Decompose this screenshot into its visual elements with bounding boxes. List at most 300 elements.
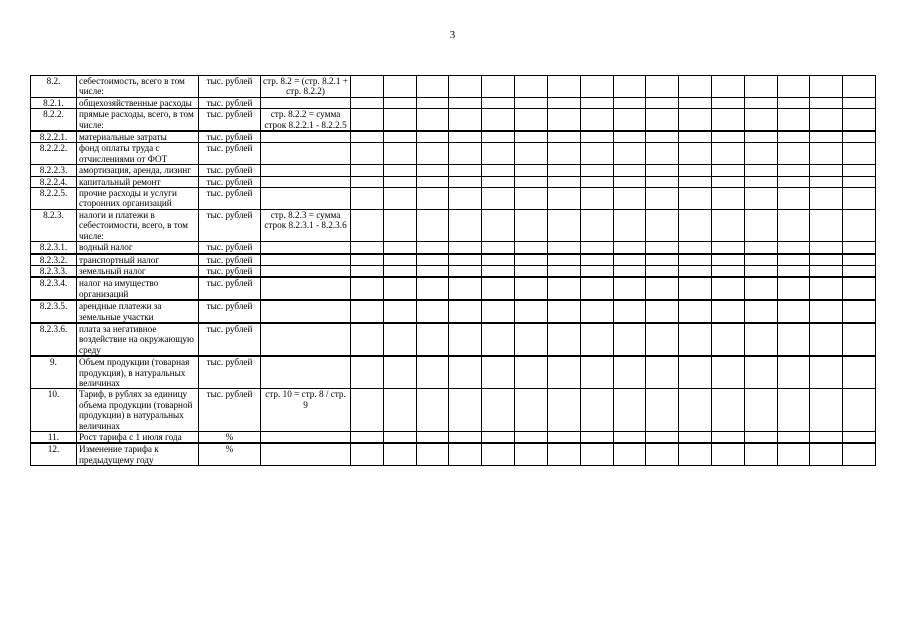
value-cell (810, 443, 843, 465)
value-cell (711, 265, 744, 277)
value-cell (646, 277, 679, 300)
row-name: Объем продукции (товарная продукция), в натуральных величинах (77, 356, 199, 389)
table-row (31, 242, 876, 254)
value-cell (777, 356, 810, 389)
value-cell (416, 356, 449, 389)
row-number: 8.2. (31, 76, 77, 98)
value-cell (810, 300, 843, 323)
value-cell (777, 76, 810, 98)
value-cell (482, 254, 515, 266)
value-cell (810, 131, 843, 143)
value-cell (843, 389, 876, 432)
value-cell (482, 265, 515, 277)
value-cell (547, 242, 580, 254)
value-cell (744, 443, 777, 465)
value-cell (351, 242, 384, 254)
row-unit: тыс. рублей (199, 109, 261, 131)
value-cell (843, 209, 876, 241)
row-name: прямые расходы, всего, в том числе: (77, 109, 199, 131)
row-formula (261, 143, 351, 165)
value-cell (810, 209, 843, 241)
value-cell (515, 242, 548, 254)
value-cell (383, 432, 416, 444)
value-cell (449, 300, 482, 323)
row-unit: тыс. рублей (199, 165, 261, 176)
table-row (31, 356, 876, 389)
value-cell (416, 432, 449, 444)
row-number: 9. (31, 356, 77, 389)
row-name: налог на имущество организаций (77, 277, 199, 300)
value-cell (679, 242, 712, 254)
value-cell (449, 277, 482, 300)
value-cell (515, 165, 548, 176)
row-number: 8.2.3.1. (31, 242, 77, 254)
value-cell (515, 143, 548, 165)
value-cell (613, 76, 646, 98)
value-cell (744, 323, 777, 356)
row-number: 8.2.3.3. (31, 265, 77, 277)
row-formula (261, 176, 351, 187)
row-formula (261, 265, 351, 277)
value-cell (613, 131, 646, 143)
value-cell (482, 356, 515, 389)
value-cell (744, 131, 777, 143)
value-cell (482, 97, 515, 108)
row-name: водный налог (77, 242, 199, 254)
value-cell (515, 432, 548, 444)
value-cell (383, 176, 416, 187)
value-cell (383, 443, 416, 465)
row-formula (261, 443, 351, 465)
row-name: материальные затраты (77, 131, 199, 143)
value-cell (613, 209, 646, 241)
value-cell (843, 277, 876, 300)
value-cell (646, 254, 679, 266)
value-cell (383, 277, 416, 300)
value-cell (383, 143, 416, 165)
value-cell (416, 277, 449, 300)
value-cell (777, 176, 810, 187)
value-cell (383, 209, 416, 241)
value-cell (547, 143, 580, 165)
value-cell (416, 188, 449, 210)
value-cell (482, 209, 515, 241)
value-cell (744, 356, 777, 389)
value-cell (515, 300, 548, 323)
value-cell (416, 176, 449, 187)
value-cell (711, 109, 744, 131)
value-cell (646, 242, 679, 254)
row-unit: тыс. рублей (199, 143, 261, 165)
value-cell (711, 176, 744, 187)
row-name: плата за негативное воздействие на окружающую среду (77, 323, 199, 356)
value-cell (580, 277, 613, 300)
value-cell (843, 254, 876, 266)
value-cell (351, 131, 384, 143)
value-cell (383, 188, 416, 210)
value-cell (711, 432, 744, 444)
value-cell (777, 323, 810, 356)
value-cell (515, 265, 548, 277)
table-row (31, 165, 876, 176)
value-cell (351, 209, 384, 241)
value-cell (482, 323, 515, 356)
row-name: земельный налог (77, 265, 199, 277)
row-formula (261, 131, 351, 143)
value-cell (351, 443, 384, 465)
row-name: Изменение тарифа к предыдущему году (77, 443, 199, 465)
row-name: арендные платежи за земельные участки (77, 300, 199, 323)
value-cell (482, 300, 515, 323)
row-name: общехозяйственные расходы (77, 97, 199, 108)
value-cell (810, 389, 843, 432)
value-cell (449, 165, 482, 176)
table-row (31, 389, 876, 432)
value-cell (351, 97, 384, 108)
value-cell (843, 165, 876, 176)
value-cell (777, 97, 810, 108)
value-cell (351, 143, 384, 165)
row-number: 8.2.3. (31, 209, 77, 241)
value-cell (449, 76, 482, 98)
table-row (31, 209, 876, 241)
value-cell (580, 323, 613, 356)
value-cell (580, 389, 613, 432)
value-cell (777, 109, 810, 131)
row-number: 8.2.3.5. (31, 300, 77, 323)
row-name: капитальный ремонт (77, 176, 199, 187)
value-cell (711, 254, 744, 266)
value-cell (383, 165, 416, 176)
value-cell (777, 432, 810, 444)
value-cell (515, 109, 548, 131)
value-cell (679, 356, 712, 389)
value-cell (777, 265, 810, 277)
value-cell (711, 188, 744, 210)
value-cell (646, 443, 679, 465)
value-cell (646, 176, 679, 187)
value-cell (449, 242, 482, 254)
value-cell (416, 209, 449, 241)
value-cell (810, 254, 843, 266)
row-formula (261, 242, 351, 254)
value-cell (679, 109, 712, 131)
value-cell (744, 165, 777, 176)
value-cell (843, 97, 876, 108)
value-cell (613, 242, 646, 254)
page-number: 3 (449, 29, 456, 41)
value-cell (416, 242, 449, 254)
value-cell (646, 432, 679, 444)
value-cell (449, 254, 482, 266)
value-cell (416, 131, 449, 143)
value-cell (383, 242, 416, 254)
value-cell (482, 443, 515, 465)
value-cell (679, 323, 712, 356)
value-cell (777, 242, 810, 254)
row-number: 11. (31, 432, 77, 444)
value-cell (843, 265, 876, 277)
value-cell (515, 277, 548, 300)
table-row (31, 188, 876, 210)
value-cell (843, 323, 876, 356)
value-cell (613, 300, 646, 323)
value-cell (351, 356, 384, 389)
value-cell (547, 176, 580, 187)
row-formula (261, 300, 351, 323)
value-cell (351, 109, 384, 131)
value-cell (744, 209, 777, 241)
row-unit: тыс. рублей (199, 323, 261, 356)
value-cell (580, 131, 613, 143)
value-cell (449, 176, 482, 187)
value-cell (383, 356, 416, 389)
value-cell (449, 323, 482, 356)
value-cell (744, 176, 777, 187)
value-cell (777, 443, 810, 465)
value-cell (515, 97, 548, 108)
value-cell (482, 277, 515, 300)
value-cell (547, 76, 580, 98)
value-cell (679, 265, 712, 277)
value-cell (646, 76, 679, 98)
value-cell (351, 432, 384, 444)
value-cell (580, 265, 613, 277)
value-cell (580, 209, 613, 241)
value-cell (744, 143, 777, 165)
row-number: 8.2.3.2. (31, 254, 77, 266)
value-cell (843, 131, 876, 143)
value-cell (711, 76, 744, 98)
table-row (31, 254, 876, 266)
row-formula (261, 277, 351, 300)
value-cell (482, 131, 515, 143)
row-unit: тыс. рублей (199, 300, 261, 323)
value-cell (547, 188, 580, 210)
value-cell (744, 109, 777, 131)
value-cell (777, 143, 810, 165)
value-cell (351, 254, 384, 266)
row-unit: тыс. рублей (199, 254, 261, 266)
row-formula: стр. 10 = стр. 8 / стр. 9 (261, 389, 351, 432)
value-cell (449, 209, 482, 241)
value-cell (843, 143, 876, 165)
value-cell (810, 97, 843, 108)
value-cell (383, 109, 416, 131)
value-cell (613, 432, 646, 444)
value-cell (679, 131, 712, 143)
value-cell (613, 165, 646, 176)
value-cell (646, 188, 679, 210)
value-cell (843, 109, 876, 131)
value-cell (711, 323, 744, 356)
value-cell (613, 254, 646, 266)
value-cell (679, 432, 712, 444)
row-number: 10. (31, 389, 77, 432)
value-cell (449, 356, 482, 389)
value-cell (547, 97, 580, 108)
value-cell (646, 356, 679, 389)
value-cell (580, 176, 613, 187)
value-cell (810, 432, 843, 444)
value-cell (843, 188, 876, 210)
value-cell (449, 265, 482, 277)
value-cell (580, 443, 613, 465)
table-row (31, 97, 876, 108)
value-cell (711, 356, 744, 389)
value-cell (449, 109, 482, 131)
value-cell (580, 97, 613, 108)
tariff-table-body (31, 76, 876, 466)
value-cell (383, 76, 416, 98)
value-cell (580, 143, 613, 165)
value-cell (744, 432, 777, 444)
tariff-table (30, 75, 876, 466)
value-cell (580, 432, 613, 444)
value-cell (580, 109, 613, 131)
value-cell (580, 254, 613, 266)
value-cell (613, 176, 646, 187)
row-unit: тыс. рублей (199, 188, 261, 210)
value-cell (777, 188, 810, 210)
value-cell (613, 443, 646, 465)
table-row (31, 323, 876, 356)
value-cell (679, 254, 712, 266)
value-cell (679, 76, 712, 98)
value-cell (646, 97, 679, 108)
value-cell (711, 300, 744, 323)
value-cell (679, 443, 712, 465)
table-row (31, 76, 876, 98)
value-cell (646, 265, 679, 277)
value-cell (810, 277, 843, 300)
value-cell (416, 443, 449, 465)
value-cell (711, 277, 744, 300)
table-row (31, 300, 876, 323)
value-cell (416, 265, 449, 277)
row-number: 8.2.3.4. (31, 277, 77, 300)
value-cell (449, 432, 482, 444)
value-cell (416, 109, 449, 131)
value-cell (416, 323, 449, 356)
row-number: 8.2.2.4. (31, 176, 77, 187)
row-number: 8.2.2.3. (31, 165, 77, 176)
value-cell (351, 277, 384, 300)
value-cell (383, 254, 416, 266)
row-unit: тыс. рублей (199, 76, 261, 98)
row-unit: % (199, 432, 261, 444)
value-cell (547, 109, 580, 131)
value-cell (646, 143, 679, 165)
value-cell (416, 165, 449, 176)
value-cell (810, 188, 843, 210)
value-cell (416, 300, 449, 323)
value-cell (580, 76, 613, 98)
value-cell (646, 131, 679, 143)
value-cell (679, 97, 712, 108)
value-cell (547, 443, 580, 465)
value-cell (449, 131, 482, 143)
value-cell (679, 209, 712, 241)
value-cell (547, 300, 580, 323)
value-cell (482, 109, 515, 131)
row-unit: тыс. рублей (199, 277, 261, 300)
value-cell (810, 356, 843, 389)
row-formula: стр. 8.2.3 = сумма строк 8.2.3.1 - 8.2.3.6 (261, 209, 351, 241)
value-cell (383, 265, 416, 277)
value-cell (351, 300, 384, 323)
value-cell (515, 209, 548, 241)
value-cell (744, 188, 777, 210)
value-cell (383, 131, 416, 143)
value-cell (547, 165, 580, 176)
row-unit: тыс. рублей (199, 356, 261, 389)
row-formula (261, 432, 351, 444)
value-cell (810, 143, 843, 165)
row-name: себестоимость, всего в том числе: (77, 76, 199, 98)
value-cell (449, 188, 482, 210)
value-cell (777, 131, 810, 143)
value-cell (843, 443, 876, 465)
row-unit: тыс. рублей (199, 97, 261, 108)
value-cell (613, 323, 646, 356)
value-cell (744, 97, 777, 108)
value-cell (711, 209, 744, 241)
value-cell (646, 165, 679, 176)
value-cell (547, 389, 580, 432)
value-cell (679, 277, 712, 300)
row-unit: тыс. рублей (199, 176, 261, 187)
value-cell (810, 76, 843, 98)
value-cell (580, 356, 613, 389)
value-cell (580, 188, 613, 210)
value-cell (482, 143, 515, 165)
row-name: налоги и платежи в себестоимости, всего, в том числе: (77, 209, 199, 241)
row-formula (261, 254, 351, 266)
value-cell (383, 323, 416, 356)
value-cell (744, 265, 777, 277)
value-cell (482, 242, 515, 254)
value-cell (679, 300, 712, 323)
row-number: 8.2.3.6. (31, 323, 77, 356)
value-cell (613, 389, 646, 432)
value-cell (613, 188, 646, 210)
row-unit: тыс. рублей (199, 209, 261, 241)
value-cell (646, 389, 679, 432)
row-formula (261, 165, 351, 176)
value-cell (711, 143, 744, 165)
value-cell (646, 209, 679, 241)
row-unit: % (199, 443, 261, 465)
value-cell (416, 389, 449, 432)
value-cell (547, 432, 580, 444)
value-cell (711, 97, 744, 108)
value-cell (482, 432, 515, 444)
value-cell (351, 389, 384, 432)
value-cell (777, 254, 810, 266)
value-cell (843, 176, 876, 187)
table-row (31, 176, 876, 187)
value-cell (449, 389, 482, 432)
value-cell (777, 209, 810, 241)
value-cell (515, 176, 548, 187)
value-cell (843, 432, 876, 444)
value-cell (613, 143, 646, 165)
value-cell (613, 97, 646, 108)
table-row (31, 277, 876, 300)
value-cell (351, 265, 384, 277)
row-name: фонд оплаты труда с отчислениями от ФОТ (77, 143, 199, 165)
